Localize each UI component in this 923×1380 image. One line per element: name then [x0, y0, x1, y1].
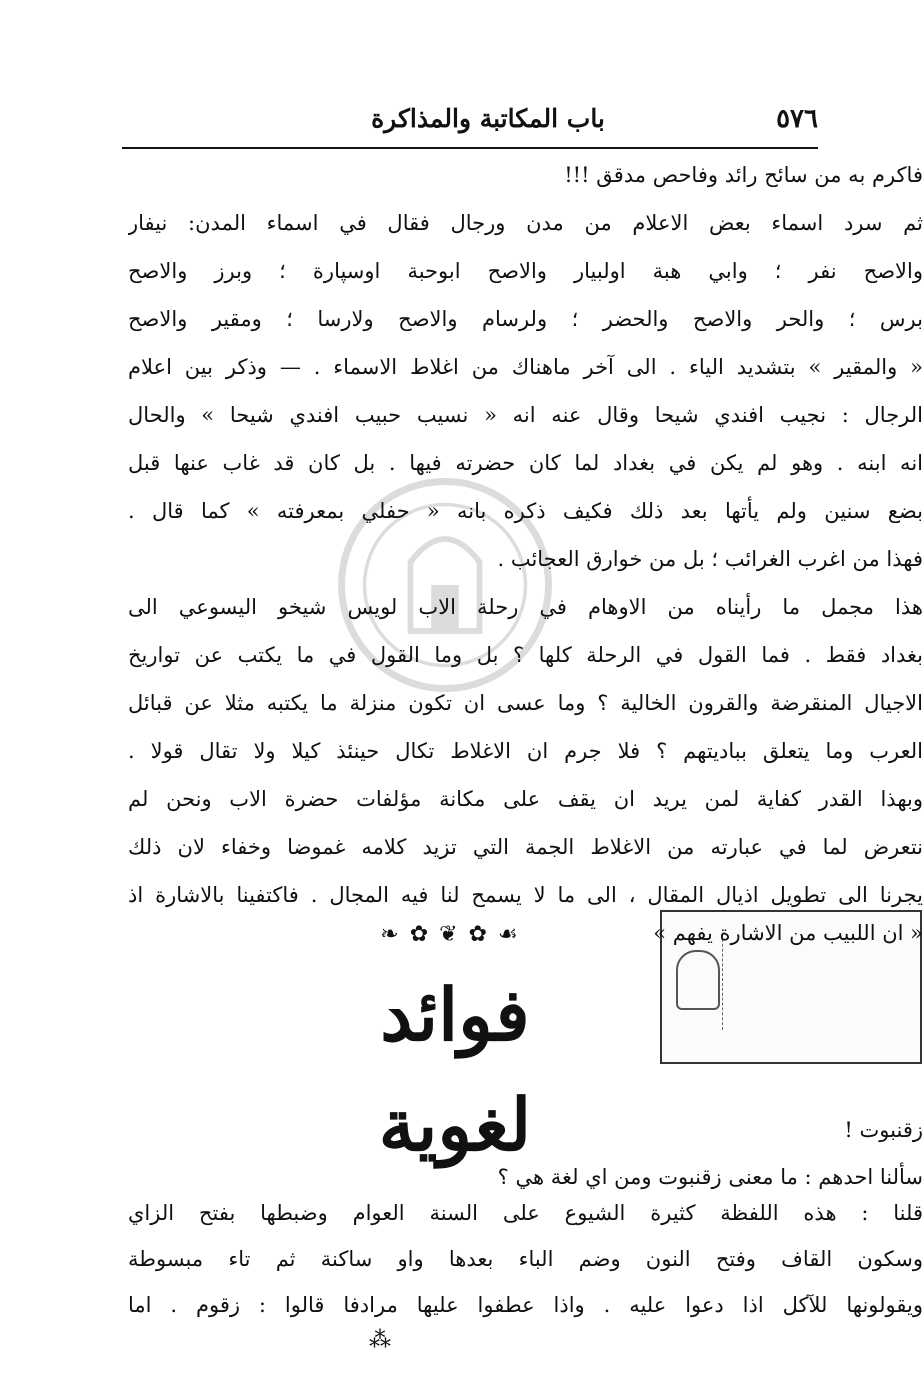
page-header	[118, 104, 818, 144]
text-line: فهذا من اغرب الغرائب ؛ بل من خوارق العجائب .	[497, 547, 923, 571]
text-line: « والمقير » بتشديد الياء . الى آخر ماهناك من اغلاط الاسماء . — وذكر بين اعلام	[128, 355, 923, 379]
text-line: والاصح نفر ؛ وابي هبة اولبيار والاصح ابوحبة اوسپارة ؛ وبرز والاصح	[128, 259, 923, 283]
text-line: العرب وما يتعلق بباديتهم ؟ فلا جرم ان الاغلاط تكال حينئذ كيلا ولا تقال قولا .	[128, 739, 923, 763]
text-line: سألنا احدهم : ما معنى زقنبوت ومن اي لغة هي ؟	[497, 1165, 923, 1189]
stamp-inscription	[722, 934, 903, 1030]
text-line: فاكرم به من سائح رائد وفاحص مدقق !!!	[564, 163, 923, 187]
section-title: فوائد لغوية	[378, 972, 532, 1167]
text-line: بضع سنين ولم يأتها بعد ذلك فكيف ذكره بانه « حفلي بمعرفته » كما قال .	[128, 499, 923, 523]
text-line: وبهذا القدر كفاية لمن يريد ان يقف على مكانة مؤلفات حضرة الاب ونحن لم	[128, 787, 923, 811]
entry-headword: زقنبوت !	[844, 1118, 923, 1142]
text-line: ثم سرد اسماء بعض الاعلام من مدن ورجال فقال في اسماء المدن: نيفار	[128, 211, 923, 235]
section-ornament: ❧ ✿ ❦ ✿ ☙	[380, 922, 520, 947]
header-rule	[122, 147, 818, 149]
text-line: ويقولونها للآكل اذا دعوا عليه . واذا عطفوا عليها مرادفا قالوا : زقوم . اما	[128, 1293, 923, 1317]
page-number: ٥٧٦	[776, 104, 818, 134]
text-line: وسكون القاف وفتح النون وضم الباء بعدها واو ساكنة ثم تاء مبسوطة	[128, 1247, 923, 1271]
text-line: الاجيال المنقرضة والقرون الخالية ؟ وما عسى ان تكون منزلة ما يكتبه مثلا عن قبائل	[128, 691, 923, 715]
text-line: « ان اللبيب من الاشارة يفهم »	[653, 921, 923, 945]
text-line: الرجال : نجيب افندي شيحا وقال عنه انه « نسيب حبيب افندي شيحا » والحال	[128, 403, 923, 427]
text-line: قلنا : هذه اللفظة كثيرة الشيوع على السنة العوام وضبطها بفتح الزاي	[128, 1201, 923, 1225]
text-line: انه ابنه . وهو لم يكن في بغداد لما كان حضرته فيها . بل كان قد غاب عنها قبل	[128, 451, 923, 475]
text-line: يجرنا الى تطويل اذيال المقال ، الى ما لا يسمح لنا فيه المجال . فاكتفينا بالاشارة اذ	[128, 883, 923, 907]
text-line: هذا مجمل ما رأيناه من الاوهام في رحلة الاب لويس شيخو اليسوعي الى	[128, 595, 923, 619]
stamp-emblem-icon	[676, 950, 720, 1010]
text-line: نتعرض لما في عبارته من الاغلاط الجمة التي تزيد كلامه غموضا وخفاء لان ذلك	[128, 835, 923, 859]
text-line: برس ؛ والحر والاصح والحضر ؛ ولرسام والاصح ولارسا ؛ ومقير والاصح	[128, 307, 923, 331]
text-line: بغداد فقط . فما القول في الرحلة كلها ؟ بل وما القول في ما يكتب عن تواريخ	[128, 643, 923, 667]
running-title: باب المكاتبة والمذاكرة	[371, 104, 605, 133]
catchword-ornament-icon: ⁂	[369, 1328, 391, 1353]
